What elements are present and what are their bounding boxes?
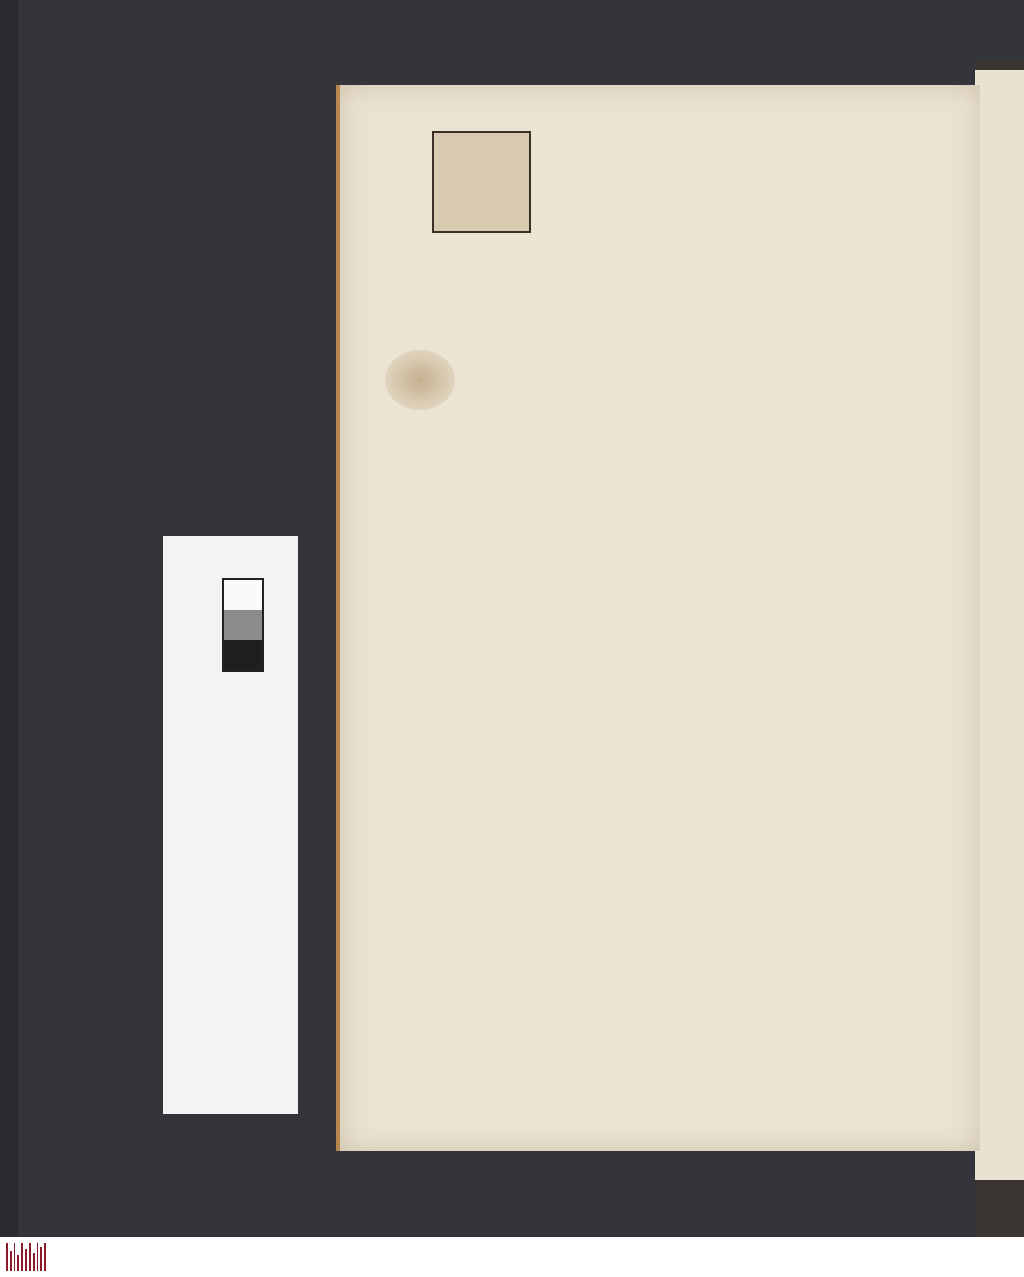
gray-scale-boxes (222, 578, 264, 672)
hab-logo-icon (6, 1243, 46, 1271)
decorated-initial (432, 131, 531, 233)
next-page-strip (975, 70, 1024, 1180)
page-text-block (440, 115, 930, 233)
color-scale-card (163, 536, 298, 1114)
gray-box-white (224, 580, 262, 610)
footer-bar (0, 1237, 1024, 1277)
gray-box-mid (224, 610, 262, 640)
book-page (336, 85, 980, 1151)
gray-box-black (224, 640, 262, 670)
ruler-ticks (210, 796, 290, 1096)
ruler (210, 796, 290, 1096)
book-edge (0, 0, 18, 1237)
water-stain (385, 350, 455, 410)
